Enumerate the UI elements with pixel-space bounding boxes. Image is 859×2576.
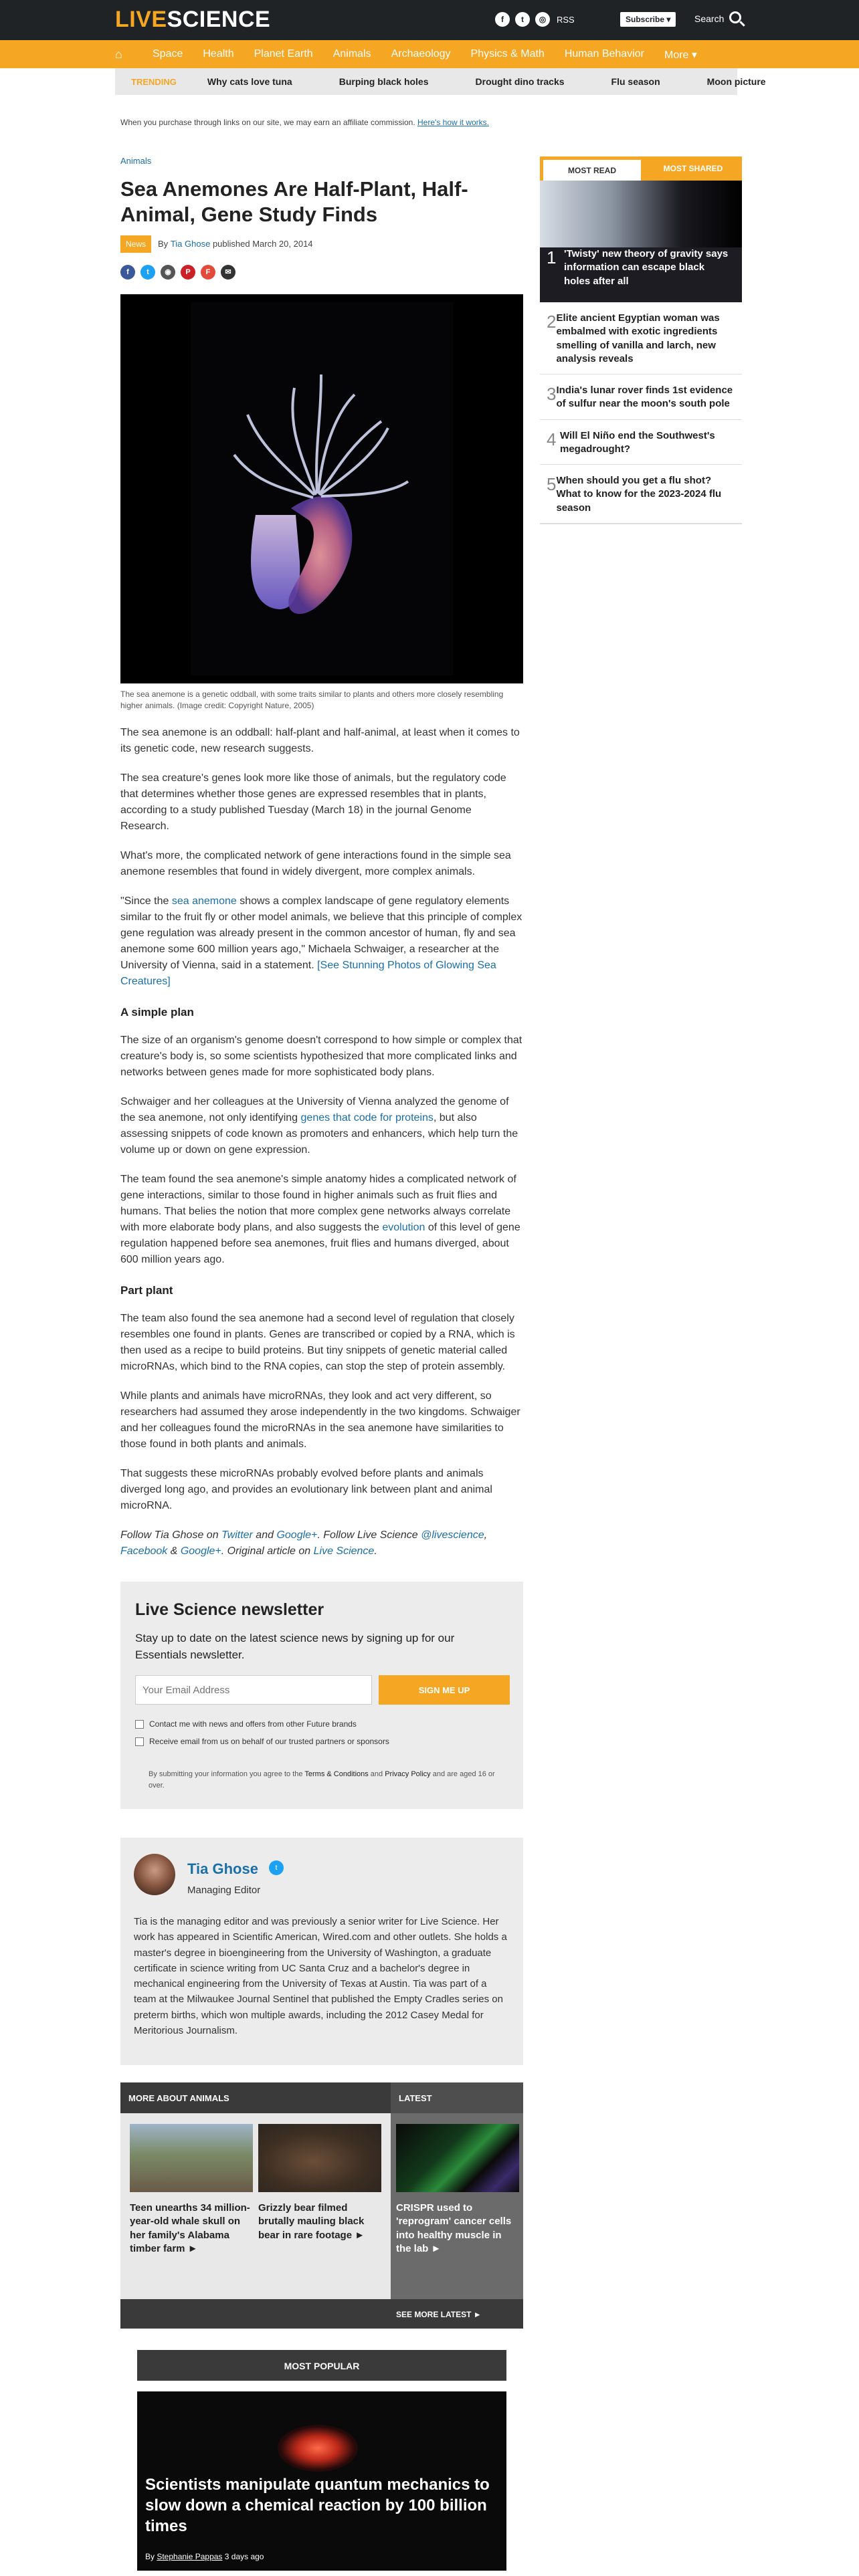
home-icon[interactable]: ⌂	[115, 47, 122, 61]
affiliate-text: When you purchase through links on our site, we may earn an affiliate commission.	[120, 118, 415, 127]
most-read-item[interactable]	[540, 302, 742, 374]
text-run: .	[374, 1545, 377, 1558]
text-run: Follow Tia Ghose on	[120, 1529, 222, 1541]
rank-number: 1	[547, 247, 557, 267]
paragraph: The size of an organism's genome doesn't correspond to how simple or complex that creature's body is, so some scientists hypothesized that more complicated links and networks between genes made for more sophisticated body plans.	[120, 1035, 522, 1079]
story-title[interactable]: Elite ancient Egyptian woman was embalmed with exotic ingredients smelling of vanilla and larch, new analysis reveals	[556, 312, 720, 364]
most-popular-heading: MOST POPULAR	[137, 2350, 506, 2381]
latest-section	[391, 2082, 523, 2329]
card-image	[396, 2124, 519, 2192]
nav-item-space[interactable]: Space	[153, 48, 183, 60]
black-hole-image	[540, 181, 742, 247]
contact-checkbox-row[interactable]	[135, 1719, 510, 1729]
text-run: and	[252, 1529, 277, 1541]
trending-item[interactable]: Drought dino tracks	[475, 76, 565, 87]
text-run: &	[167, 1545, 181, 1558]
sidebar-tabs	[540, 156, 742, 181]
checkbox-label: Contact me with news and offers from other Future brands	[149, 1719, 357, 1729]
nav-item-health[interactable]: Health	[203, 48, 234, 60]
rss-link[interactable]: RSS	[557, 14, 575, 25]
facebook-icon[interactable]: f	[495, 12, 510, 27]
trending-bar	[115, 68, 766, 95]
see-more-latest-link[interactable]: SEE MORE LATEST ►	[396, 2310, 482, 2319]
story-title[interactable]: India's lunar rover finds 1st evidence of sulfur near the moon's south pole	[556, 385, 733, 410]
tab-most-read[interactable]: MOST READ	[543, 160, 641, 181]
sea-anemone-link[interactable]: sea anemone	[171, 895, 237, 907]
avatar	[134, 1854, 175, 1895]
section-heading: Part plant	[120, 1284, 173, 1297]
article-body	[120, 725, 523, 1560]
nav-item-planet-earth[interactable]: Planet Earth	[254, 48, 313, 60]
sign-up-button[interactable]: SIGN ME UP	[379, 1675, 510, 1705]
paragraph	[120, 893, 523, 990]
trending-item[interactable]: Burping black holes	[339, 76, 429, 87]
logo-part-live: LIVE	[115, 7, 167, 32]
live-science-link[interactable]: Live Science	[313, 1545, 375, 1558]
nav-item-human-behavior[interactable]: Human Behavior	[564, 48, 644, 60]
main-nav	[0, 40, 859, 68]
news-badge: News	[120, 235, 151, 253]
partners-checkbox-row[interactable]	[135, 1737, 510, 1746]
article	[120, 155, 523, 1560]
author-role: Managing Editor	[187, 1885, 261, 1896]
text-run: ,	[484, 1529, 488, 1541]
breadcrumb-category[interactable]: Animals	[120, 156, 152, 166]
site-logo[interactable]	[115, 7, 270, 33]
card-image	[130, 2124, 253, 2192]
nav-item-physics-math[interactable]: Physics & Math	[470, 48, 545, 60]
trending-item[interactable]: Why cats love tuna	[207, 76, 292, 87]
twitter-icon[interactable]: t	[515, 12, 530, 27]
text-run: The team found the sea anemone's simple anatomy hides a complicated network of gene interactions, similar to those found in higher animals such as fruit flies and humans. That belies the notion that more complex gene networks always correlate with more elaborate body plans, and also suggests the	[120, 1174, 516, 1234]
text-run: and	[368, 1770, 385, 1779]
nav-items	[153, 48, 697, 62]
logo-part-science: SCIENCE	[167, 7, 271, 32]
card-image	[258, 2124, 381, 2192]
paragraph: While plants and animals have microRNAs, they look and act very different, so researchers had assumed they arose independently in the two kingdoms. Schwaiger and her colleagues found the microRNAs in the sea anemone have similarities to those found in both plants and animals.	[120, 1390, 520, 1451]
text-run: and are aged 16 or over.	[149, 1770, 495, 1790]
popular-story-image	[278, 2425, 358, 2472]
text-run: . Follow Live Science	[317, 1529, 421, 1541]
most-read-item[interactable]	[540, 238, 738, 296]
trending-label: TRENDING	[131, 76, 177, 87]
text-run: of this level of gene regulation happened before sea anemones, fruit flies and humans diverged, about 600 million years ago.	[120, 1222, 520, 1266]
follow-note	[120, 1527, 523, 1560]
tab-most-shared[interactable]: MOST SHARED	[663, 164, 723, 173]
paragraph: What's more, the complicated network of gene interactions found in the simple sea anemone resembles that found in widely divergent, more complex animals.	[120, 850, 511, 878]
most-read-item[interactable]	[540, 420, 742, 465]
most-read-item[interactable]	[540, 374, 742, 420]
section-heading: A simple plan	[120, 1006, 194, 1019]
rank-number: 4	[547, 429, 557, 449]
flipboard-share-icon[interactable]: F	[201, 265, 215, 280]
text-run: "Since the	[120, 895, 172, 907]
related-card[interactable]	[258, 2124, 381, 2242]
top-header	[0, 0, 859, 40]
paragraph: The sea anemone is an oddball: half-plant and half-animal, at least when it comes to its genetic code, new research suggests.	[120, 727, 520, 755]
related-card[interactable]	[130, 2124, 253, 2256]
latest-card[interactable]	[396, 2124, 519, 2256]
latest-heading: LATEST	[391, 2082, 523, 2113]
more-about-animals	[120, 2082, 391, 2329]
hero-image-sea-anemone	[120, 294, 523, 683]
text-run: By	[145, 2552, 157, 2561]
newsletter-title: Live Science newsletter	[135, 1600, 324, 1619]
paragraph	[120, 1172, 523, 1268]
facebook-link[interactable]: Facebook	[120, 1545, 168, 1558]
text-run: By submitting your information you agree to the	[149, 1770, 305, 1779]
story-title[interactable]: 'Twisty' new theory of gravity says information can escape black holes after all	[564, 248, 729, 287]
text-run: , but also assessing snippets of code known as promoters and enhancers, which help turn the volume up or down on gene expression.	[120, 1112, 518, 1156]
most-popular	[137, 2350, 506, 2571]
popular-author-link[interactable]: Stephanie Pappas	[157, 2552, 223, 2561]
popular-timestamp: 3 days ago	[222, 2552, 264, 2561]
author-link[interactable]: Tia Ghose	[170, 239, 211, 249]
social-links	[495, 12, 575, 27]
nav-item-more[interactable]: More ▾	[664, 49, 697, 61]
newsletter-form	[135, 1675, 510, 1705]
nav-item-archaeology[interactable]: Archaeology	[391, 48, 451, 60]
popular-story-title[interactable]: Scientists manipulate quantum mechanics to slow down a chemical reaction by 100 billion times	[145, 2476, 490, 2536]
text-run: Schwaiger and her colleagues at the University of Vienna analyzed the genome of the sea anemone, not only identifying	[120, 1096, 509, 1124]
card-title[interactable]: Teen unearths 34 million-year-old whale skull on her family's Alabama timber farm ►	[130, 2202, 250, 2254]
rank-number: 2	[547, 312, 557, 332]
hero-caption: The sea anemone is a genetic oddball, with some traits similar to plants and others more closely resembling higher animals. (Image credit: Copyright Nature, 2005)	[120, 689, 504, 711]
paragraph	[120, 1094, 523, 1158]
byline	[120, 235, 523, 253]
google-plus-link-2[interactable]: Google+	[180, 1545, 221, 1558]
more-about-section	[120, 2082, 523, 2329]
google-plus-link[interactable]: Google+	[276, 1529, 318, 1541]
most-read-item[interactable]	[540, 465, 742, 524]
author-bio: Tia is the managing editor and was previously a senior writer for Live Science. Her work has appeared in Scientific American, Wired.com and other outlets. She holds a master's degree in bioengineering from the University of Washington, a graduate certificate in science writing from UC Santa Cruz and a bachelor's degree in mechanical engineering from the University of Texas at Austin. Tia was part of a team at the Milwaukee Journal Sentinel that published the Empty Cradles series on preterm births, which won multiple awards, including the 2012 Casey Medal for Meritorious Journalism.	[134, 1916, 507, 2036]
checkbox[interactable]	[135, 1720, 144, 1729]
instagram-icon[interactable]: ◎	[535, 12, 550, 27]
search-label[interactable]: Search	[694, 13, 725, 24]
author-name-link[interactable]: Tia Ghose	[187, 1860, 258, 1877]
checkbox-label: Receive email from us on behalf of our trusted partners or sponsors	[149, 1737, 389, 1747]
popular-story[interactable]	[137, 2391, 506, 2571]
author-box	[120, 1838, 523, 2065]
affiliate-notice	[120, 118, 489, 127]
email-share-icon[interactable]: ✉	[221, 265, 235, 280]
terms-link[interactable]: Terms & Conditions	[304, 1770, 369, 1779]
trending-item[interactable]: Flu season	[611, 76, 660, 87]
pinterest-share-icon[interactable]: P	[181, 265, 195, 280]
glowing-sea-creatures-link[interactable]: [See Stunning Photos of Glowing Sea Creatures]	[120, 960, 496, 988]
twitter-icon[interactable]: t	[269, 1860, 284, 1875]
sidebar-most-read	[540, 156, 742, 524]
popular-story-byline	[145, 2552, 264, 2561]
card-title[interactable]: Grizzly bear filmed brutally mauling black bear in rare footage ►	[258, 2202, 365, 2241]
paragraph: The team also found the sea anemone had a second level of regulation that closely resembles one found in plants. Genes are transcribed or copied by a RNA, which is then used as a recipe to build proteins. But tiny snippets of genetic material called microRNAs, which bind to the RNA copies, can stop the step of protein assembly.	[120, 1313, 515, 1373]
evolution-link[interactable]: evolution	[382, 1222, 425, 1234]
story-title[interactable]: When should you get a flu shot? What to know for the 2023-2024 flu season	[556, 475, 722, 514]
genes-proteins-link[interactable]: genes that code for proteins	[300, 1112, 434, 1124]
rank-number: 3	[547, 384, 557, 404]
rank-number: 5	[547, 474, 557, 494]
newsletter-subtitle: Stay up to date on the latest science news by signing up for our Essentials newsletter.	[135, 1632, 455, 1661]
card-title[interactable]: CRISPR used to 'reprogram' cancer cells into healthy muscle in the lab ►	[396, 2202, 512, 2254]
checkbox[interactable]	[135, 1737, 144, 1746]
trending-item[interactable]: Moon picture	[706, 76, 766, 87]
livescience-twitter-link[interactable]: @livescience	[421, 1529, 484, 1541]
most-read-top-story[interactable]	[540, 181, 742, 302]
twitter-link[interactable]: Twitter	[221, 1529, 253, 1541]
subscribe-button[interactable]: Subscribe ▾	[620, 12, 676, 27]
privacy-link[interactable]: Privacy Policy	[385, 1770, 431, 1779]
sea-anemone-illustration	[120, 294, 523, 683]
newsletter-box	[120, 1582, 523, 1809]
text-run: . Original article on	[221, 1545, 314, 1558]
affiliate-link[interactable]: Here's how it works.	[417, 118, 490, 127]
facebook-share-icon[interactable]: f	[120, 265, 135, 280]
paragraph: That suggests these microRNAs probably evolved before plants and animals diverged long ago, and provides an evolutionary link between plant and animal microRNA.	[120, 1468, 492, 1512]
nav-item-animals[interactable]: Animals	[332, 48, 371, 60]
share-buttons	[120, 265, 523, 280]
article-title: Sea Anemones Are Half-Plant, Half-Animal, Gene Study Finds	[120, 177, 468, 226]
twitter-share-icon[interactable]: t	[140, 265, 155, 280]
search-icon[interactable]	[729, 11, 741, 23]
byline-by: By	[158, 239, 169, 249]
newsletter-legal	[149, 1769, 496, 1791]
most-read-list	[540, 302, 742, 524]
story-title[interactable]: Will El Niño end the Southwest's megadrought?	[559, 429, 715, 455]
email-field[interactable]	[135, 1675, 372, 1705]
paragraph: The sea creature's genes look more like those of animals, but the regulatory code that determines whether those genes are expressed resembles that in plants, according to a study published Tuesday (March 18) in the journal Genome Research.	[120, 772, 506, 833]
more-about-heading: MORE ABOUT ANIMALS	[120, 2082, 391, 2113]
publish-date: published March 20, 2014	[212, 239, 313, 249]
reddit-share-icon[interactable]: ◉	[161, 265, 175, 280]
text-run: shows a complex landscape of gene regulatory elements similar to the fruit fly or other model animals, we believe that this principle of complex gene regulation was already present in the common ancestor of human, fly and sea anemone some 600 million years ago," Michaela Schwaiger, a researcher at the University of Vienna, said in a statement.	[120, 895, 522, 972]
